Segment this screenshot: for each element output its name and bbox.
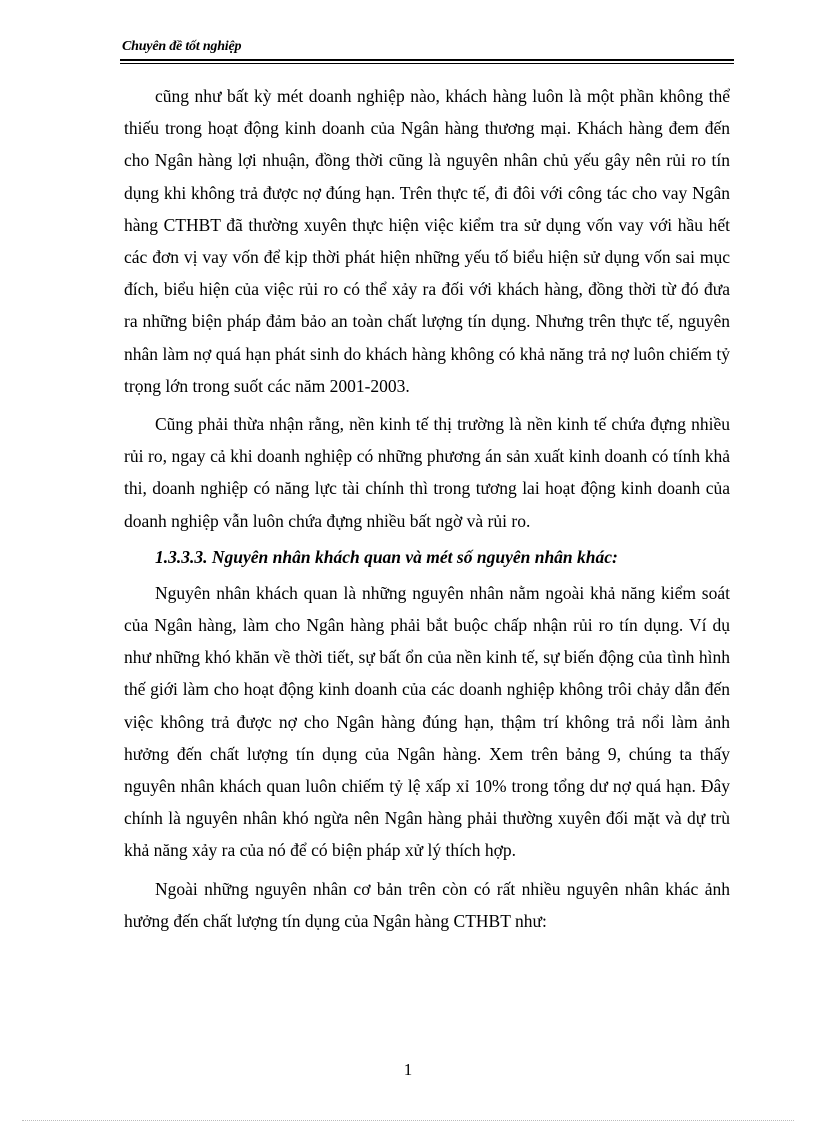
page-bottom-border [22, 1120, 794, 1121]
paragraph-4: Ngoài những nguyên nhân cơ bản trên còn có rất nhiều nguyên nhân khác ảnh hưởng đến chất lượng tín dụng của Ngân hàng CTHBT như: [124, 878, 730, 931]
paragraph-2: Cũng phải thừa nhận rằng, nền kinh tế thị trường là nền kinh tế chứa đựng nhiều rủi ro, ngay cả khi doanh nghiệp có những phương án sản xuất kinh doanh có tính khả thi, doanh nghiệp có năng lực tài chính thì trong tương lai hoạt động kinh doanh của doanh nghiệp vẫn luôn chứa đựng nhiều bất ngờ và rủi ro. [124, 414, 730, 531]
header-rule-thin [120, 63, 734, 64]
paragraph-3: Nguyên nhân khách quan là những nguyên nhân nằm ngoài khả năng kiểm soát của Ngân hàng, làm cho Ngân hàng phải bắt buộc chấp nhận rủi ro tín dụng. Ví dụ như những khó khăn về thời tiết, sự bất ổn của nền kinh tế, sự biến động của tình hình thế giới làm cho hoạt động kinh doanh của các doanh nghiệp không trôi chảy dẫn đến việc không trả được nợ cho Ngân hàng đúng hạn, thậm trí không trả nổi làm ảnh hưởng đến chất lượng tín dụng của Ngân hàng. Xem trên bảng 9, chúng ta thấy nguyên nhân khách quan luôn chiếm tỷ lệ xấp xỉ 10% trong tổng dư nợ quá hạn. Đây chính là nguyên nhân khó ngừa nên Ngân hàng phải thường xuyên đối mặt và dự trù khả năng xảy ra của nó để có biện pháp xử lý thích hợp. [124, 582, 730, 861]
section-heading: 1.3.3.3. Nguyên nhân khách quan và mét số nguyên nhân khác: [155, 546, 618, 567]
body-text [124, 80, 730, 937]
header-rule-thick [120, 59, 734, 61]
paragraph-1: cũng như bất kỳ mét doanh nghiệp nào, khách hàng luôn là một phần không thể thiếu trong hoạt động kinh doanh của Ngân hàng thương mại. Khách hàng đem đến cho Ngân hàng lợi nhuận, đồng thời cũng là nguyên nhân chủ yếu gây nên rủi ro tín dụng khi không trả được nợ đúng hạn. Trên thực tế, đi đôi với công tác cho vay Ngân hàng CTHBT đã thường xuyên thực hiện việc kiểm tra sử dụng vốn vay với hầu hết các đơn vị vay vốn để kịp thời phát hiện những yếu tố biểu hiện sử dụng vốn sai mục đích, biểu hiện của việc rủi ro có thể xảy ra đối với khách hàng, đồng thời từ đó đưa ra những biện pháp đảm bảo an toàn chất lượng tín dụng. Nhưng trên thực tế, nguyên nhân làm nợ quá hạn phát sinh do khách hàng không có khả năng trả nợ luôn chiếm tỷ trọng lớn trong suốt các năm 2001-2003. [124, 86, 730, 396]
page-number: 1 [403, 1060, 413, 1079]
running-header-title: Chuyên đề tốt nghiệp [122, 39, 242, 54]
